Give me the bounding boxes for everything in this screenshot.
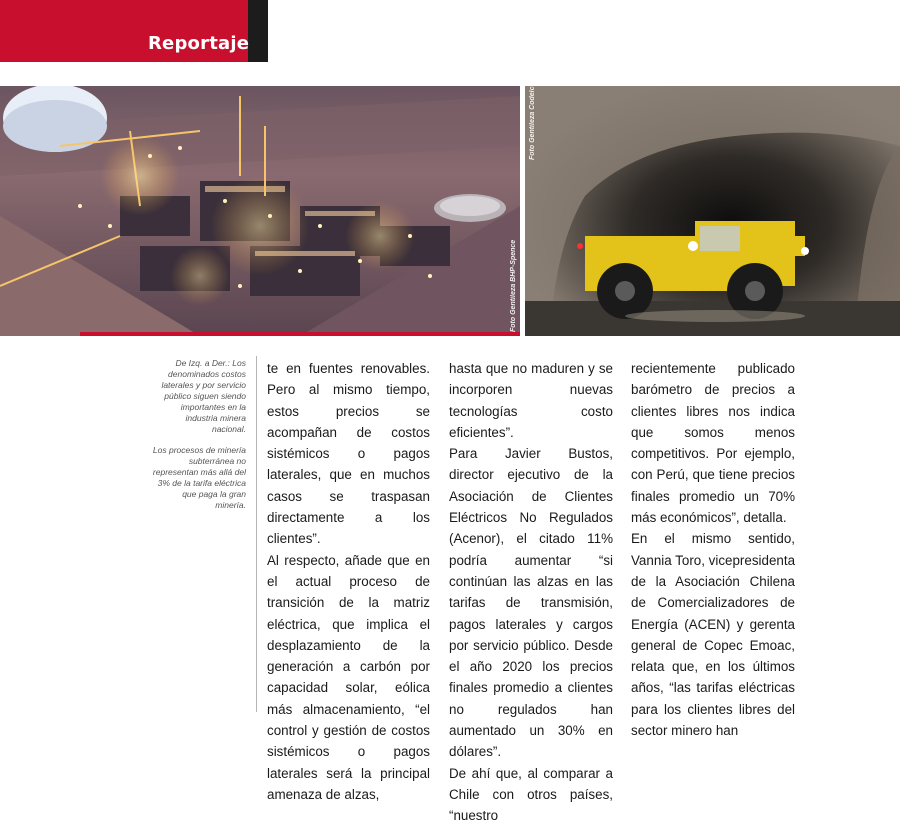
article-column-1 [267, 358, 430, 805]
caption-paragraph: Los procesos de minería subterránea no representan más allá del 3% de la tarifa eléctrica que paga la gran minería. [152, 445, 246, 510]
section-label: Reportaje [148, 33, 250, 54]
article-paragraph: recientemente publicado barómetro de precios a clientes libres nos indica que somos menos competitivos. Por ejemplo, con Perú, que tiene precios finales promedio un 70% más económicos”, detalla. [631, 361, 795, 526]
article-column-2 [449, 358, 613, 827]
underground-loader-photo [525, 86, 900, 336]
caption-paragraph: De Izq. a Der.: Los denominados costos laterales y por servicio público siguen siendo importantes en la industria minera nacional. [161, 358, 246, 434]
section-tab-accent [248, 0, 268, 62]
article-paragraph: En el mismo sentido, Vannia Toro, vicepresidenta de la Asociación Chilena de Comercializadores de Energía (ACEN) y gerenta general de Copec Emoac, relata que, en los últimos años, “las tarifas eléctricas para los clientes libres del sector minero han [631, 531, 796, 739]
article-paragraph: hasta que no maduren y se incorporen nuevas tecnologías costo eficientes”. [449, 361, 613, 440]
photo-credit-left: Foto Gentileza BHP-Spence [510, 239, 517, 332]
column-divider [256, 356, 257, 712]
article-paragraph: Para Javier Bustos, director ejecutivo de la Asociación de Clientes Eléctricos No Regulados (Acenor), el citado 11% podría aumentar “si continúan las alzas en las tarifas de transmisión, pagos laterales y cargos por servicio público. Desde el año 2020 los precios finales promedio a clientes no regulados han aumentado un 30% en dólares”. [449, 446, 613, 760]
article-paragraph: Al respecto, añade que en el actual proceso de transición de la matriz eléctrica, que implica el desplazamiento de la generación a carbón por capacidad solar, eólica más almacenamiento, “el control y gestión de costos sistémicos o pagos laterales será la principal amenaza de alzas, [267, 552, 430, 802]
article-paragraph: te en fuentes renovables. Pero al mismo tiempo, estos precios se acompañan de costos sistémicos o pagos laterales, que en muchos casos se traspasan directamente a los clientes”. [267, 361, 430, 547]
photo-caption [150, 358, 246, 521]
article-column-3 [631, 358, 795, 741]
mining-plant-photo [0, 86, 520, 336]
photo-credit-right: Foto Gentileza Codelco [529, 82, 536, 160]
article-paragraph: De ahí que, al comparar a Chile con otros países, “nuestro [449, 765, 613, 824]
